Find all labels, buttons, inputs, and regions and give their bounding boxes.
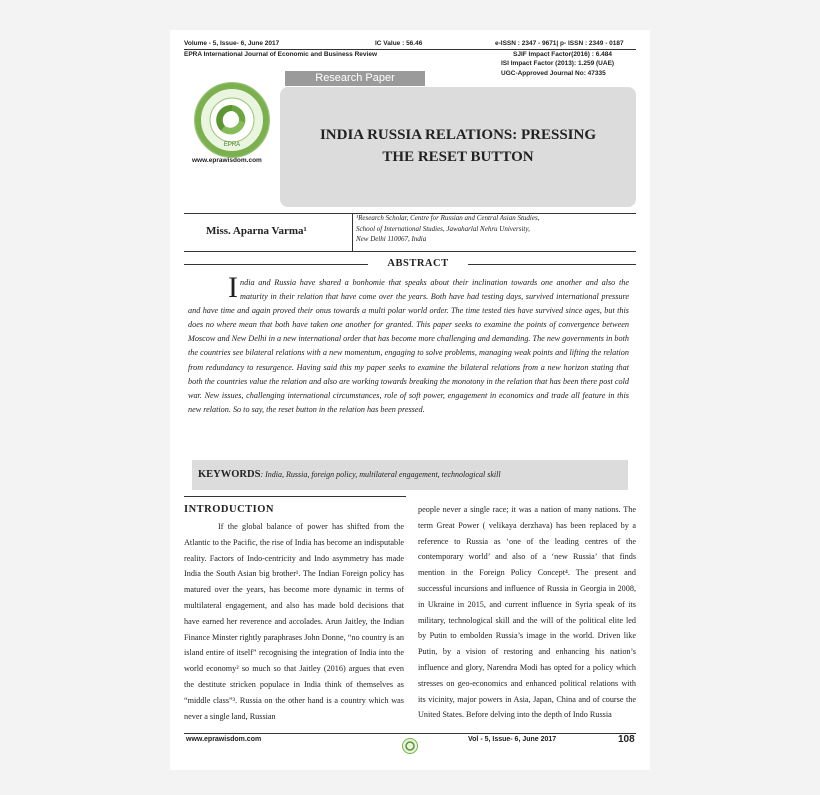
footer-rule [184, 733, 636, 734]
svg-text:EPRA: EPRA [223, 142, 241, 148]
logo-caption: www.eprawisdom.com [192, 157, 262, 164]
ugc-journal: UGC-Approved Journal No: 47335 [501, 70, 606, 77]
intro-rule [184, 496, 406, 497]
author-bottom-rule [184, 251, 636, 252]
header-rule [184, 49, 636, 50]
ic-value: IC Value : 56.46 [375, 40, 423, 47]
journal-page [170, 30, 650, 770]
author-divider [352, 213, 353, 251]
abstract-text: ndia and Russia have shared a bonhomie that speaks about their inclination towards one another and also the maturity in their relation that have come over the years. Both have had testing days, survived international pressure and have time and again proved their onus towards a multi polar world order. The time tested ties have survived since ages, but this does no where mean that both have taken one another for granted. This paper seeks to examine the points of convergence between Moscow and New Delhi in a new international order that has become more challenging and demanding. The new governments in both the countries see bilateral relations with a new momentum, engaging to solve problems, managing weak points and lifting the relation from redundancy to resurgence. Having said this my paper seeks to examine the bilateral relations from a new horizon stating that both the countries value the relation and also are working towards breaking the monotony in the relation that has been there post cold war. New issues, challenging international circumstances, role of soft power, engagement in economics and trade all feature in this new relation. So to say, the reset button in the relation has been pressed. [188, 278, 629, 414]
intro-left-column: If the global balance of power has shifted from the Atlantic to the Pacific, the rise of India has become an indisputable reality. Factors of Indo-centricity and Indo asymmetry has made India the South Asian big brother¹. The Indian Foreign policy has matured over the years, has become more dynamic in terms of multilateral engagement, and also has made bold decisions that have earned her reverence and accolades. Arun Jaitley, the Indian Finance Minster rightly paraphrases John Donne, “no country is an island entire of itself” recognising the integration of India into the world economy² so much so that Jaitley (2016) argues that even the destitute stricken populace in India think of themselves as “middle class”³. Russia on the other hand is a country which was never a single land, Russian [184, 522, 404, 721]
keywords-label: KEYWORDS [198, 469, 261, 480]
abstract-body [188, 271, 629, 417]
intro-right-column: people never a single race; it was a nation of many nations. The term Great Power ( velikaya derzhava) has been replaced by a reference to Russia as ‘one of the leading centres of the contemporary world’ and also of a ‘new Russia’ that finds mention in the Foreign Policy Concept⁴. The present and successful incursions and influence of Russia in Georgia in 2008, in Ukraine in 2015, and current influence in Syria speak of its military, technological skill and the will of the political elite led by Putin to embolden Russia’s image in the world. Driven like Putin, by a vision of restoring and enhancing his nation’s influence and glory, Narendra Modi has opted for a policy which stresses on geo-economics and enhanced political relations with its vicinity, major powers in Asia, Japan, China and of course the United States. Before delving into the depth of Indo Russia [418, 505, 636, 720]
sjif-impact: SJIF Impact Factor(2016) : 6.484 [513, 51, 612, 58]
title-line-1: INDIA RUSSIA RELATIONS: PRESSING [319, 127, 597, 143]
keywords-text: : India, Russia, foreign policy, multilateral engagement, technological skill [260, 470, 501, 479]
footer-issue: Vol - 5, Issue- 6, June 2017 [468, 736, 557, 743]
author-name: Miss. Aparna Varma¹ [206, 225, 307, 237]
affiliation-line-1: ¹Research Scholar, Centre for Russian and Central Asian Studies, [356, 214, 540, 222]
title-line-2: THE RESET BUTTON [382, 149, 534, 165]
epra-small-logo-icon [402, 738, 418, 754]
epra-logo-icon [194, 82, 270, 158]
keywords [198, 469, 501, 480]
footer-website: www.eprawisdom.com [186, 736, 262, 743]
author-affiliation [356, 213, 646, 245]
isi-impact: ISI Impact Factor (2013): 1.259 (UAE) [501, 60, 615, 67]
affiliation-line-3: New Delhi 110067, India [356, 235, 427, 244]
abstract-dropcap: I [228, 271, 238, 304]
issn-info: e-ISSN : 2347 - 9671| p- ISSN : 2349 - 0187 [495, 40, 624, 47]
volume-info: Volume - 5, Issue- 6, June 2017 [184, 40, 280, 47]
intro-heading: INTRODUCTION [184, 504, 275, 515]
affiliation-line-2: School of International Studies, Jawaharlal Nehru University, [356, 224, 530, 233]
research-paper-label: Research Paper [285, 71, 425, 86]
paper-title [290, 124, 626, 168]
page-number: 108 [618, 734, 635, 745]
journal-name: EPRA International Journal of Economic and Business Review [184, 51, 377, 58]
abstract-heading: ABSTRACT [368, 258, 468, 269]
